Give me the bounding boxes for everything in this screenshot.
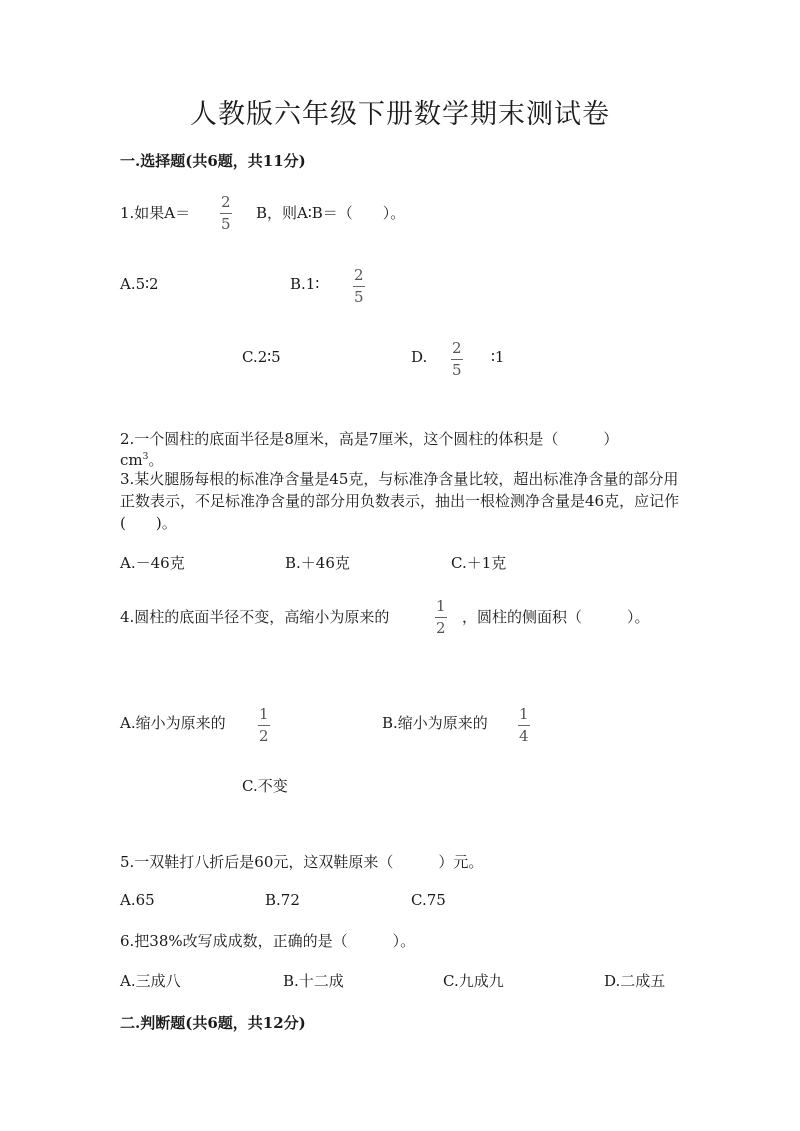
fraction-denominator: 2 <box>259 727 269 745</box>
question-6-option-a[interactable]: A.三成八 <box>120 972 181 990</box>
fraction-numerator: 2 <box>221 193 231 211</box>
unit-text: cm <box>120 451 143 469</box>
question-1-option-b[interactable]: B.1∶ <box>290 275 320 293</box>
question-1-option-d-fraction <box>450 341 464 378</box>
question-4-option-a[interactable]: A.缩小为原来的 <box>120 714 226 732</box>
unit-superscript: 3 <box>142 452 149 462</box>
fraction-denominator: 2 <box>436 619 446 637</box>
question-1-option-b-fraction <box>352 268 366 305</box>
question-1-fraction <box>219 195 233 232</box>
question-1-suffix: B，则A∶B＝（ ）。 <box>256 204 406 222</box>
fraction-numerator: 1 <box>519 705 529 723</box>
unit-end: 。 <box>148 451 164 469</box>
section-heading-choice: 一.选择题(共6题，共11分) <box>120 152 306 170</box>
fraction-bar <box>353 286 365 287</box>
question-4-prefix: 4.圆柱的底面半径不变，高缩小为原来的 <box>120 608 390 626</box>
fraction-bar <box>518 725 530 726</box>
fraction-bar <box>451 359 463 360</box>
question-3-option-c[interactable]: C.＋1克 <box>451 554 507 572</box>
question-1-option-c[interactable]: C.2∶5 <box>242 348 281 366</box>
question-4-suffix: ，圆柱的侧面积（ ）。 <box>462 608 650 626</box>
fraction-denominator: 5 <box>452 361 462 379</box>
question-5-option-c[interactable]: C.75 <box>411 891 446 909</box>
fraction-numerator: 2 <box>354 266 364 284</box>
fraction-bar <box>435 617 447 618</box>
fraction-bar <box>220 213 232 214</box>
section-heading-judgement: 二.判断题(共6题，共12分) <box>120 1014 306 1032</box>
question-6-option-c[interactable]: C.九成九 <box>443 972 504 990</box>
question-1-option-d-suffix: ∶1 <box>491 348 505 366</box>
question-5-text: 5.一双鞋打八折后是60元，这双鞋原来（ ）元。 <box>120 853 484 871</box>
question-4-option-b[interactable]: B.缩小为原来的 <box>382 714 488 732</box>
question-4-option-c[interactable]: C.不变 <box>242 777 288 795</box>
fraction-denominator: 4 <box>519 727 529 745</box>
fraction-denominator: 5 <box>221 215 231 233</box>
question-4-option-a-fraction <box>257 707 271 744</box>
question-4-option-b-fraction <box>517 707 531 744</box>
question-2-text: 2.一个圆柱的底面半径是8厘米，高是7厘米，这个圆柱的体积是（ ） <box>120 430 619 448</box>
fraction-numerator: 1 <box>436 597 446 615</box>
question-1-option-a[interactable]: A.5∶2 <box>120 275 159 293</box>
page-title: 人教版六年级下册数学期末测试卷 <box>190 99 610 130</box>
question-2-unit <box>120 449 163 470</box>
question-4-fraction <box>434 599 448 636</box>
fraction-numerator: 2 <box>452 339 462 357</box>
question-6-option-b[interactable]: B.十二成 <box>283 972 344 990</box>
question-5-option-b[interactable]: B.72 <box>265 891 300 909</box>
question-5-option-a[interactable]: A.65 <box>120 891 155 909</box>
fraction-bar <box>258 725 270 726</box>
question-1-prefix: 1.如果A＝ <box>120 204 191 222</box>
question-1-option-d[interactable]: D. <box>411 348 428 366</box>
question-6-option-d[interactable]: D.二成五 <box>604 972 666 990</box>
question-6-text: 6.把38%改写成成数，正确的是（ ）。 <box>120 932 416 950</box>
fraction-denominator: 5 <box>354 288 364 306</box>
question-3-option-a[interactable]: A.－46克 <box>120 554 185 572</box>
fraction-numerator: 1 <box>259 705 269 723</box>
question-3-option-b[interactable]: B.＋46克 <box>285 554 350 572</box>
question-3-text: 3.某火腿肠每根的标准净含量是45克，与标准净含量比较，超出标准净含量的部分用正数表示，不足标准净含量的部分用负数表示，抽出一根检测净含量是46克，应记作( )。 <box>120 470 680 532</box>
